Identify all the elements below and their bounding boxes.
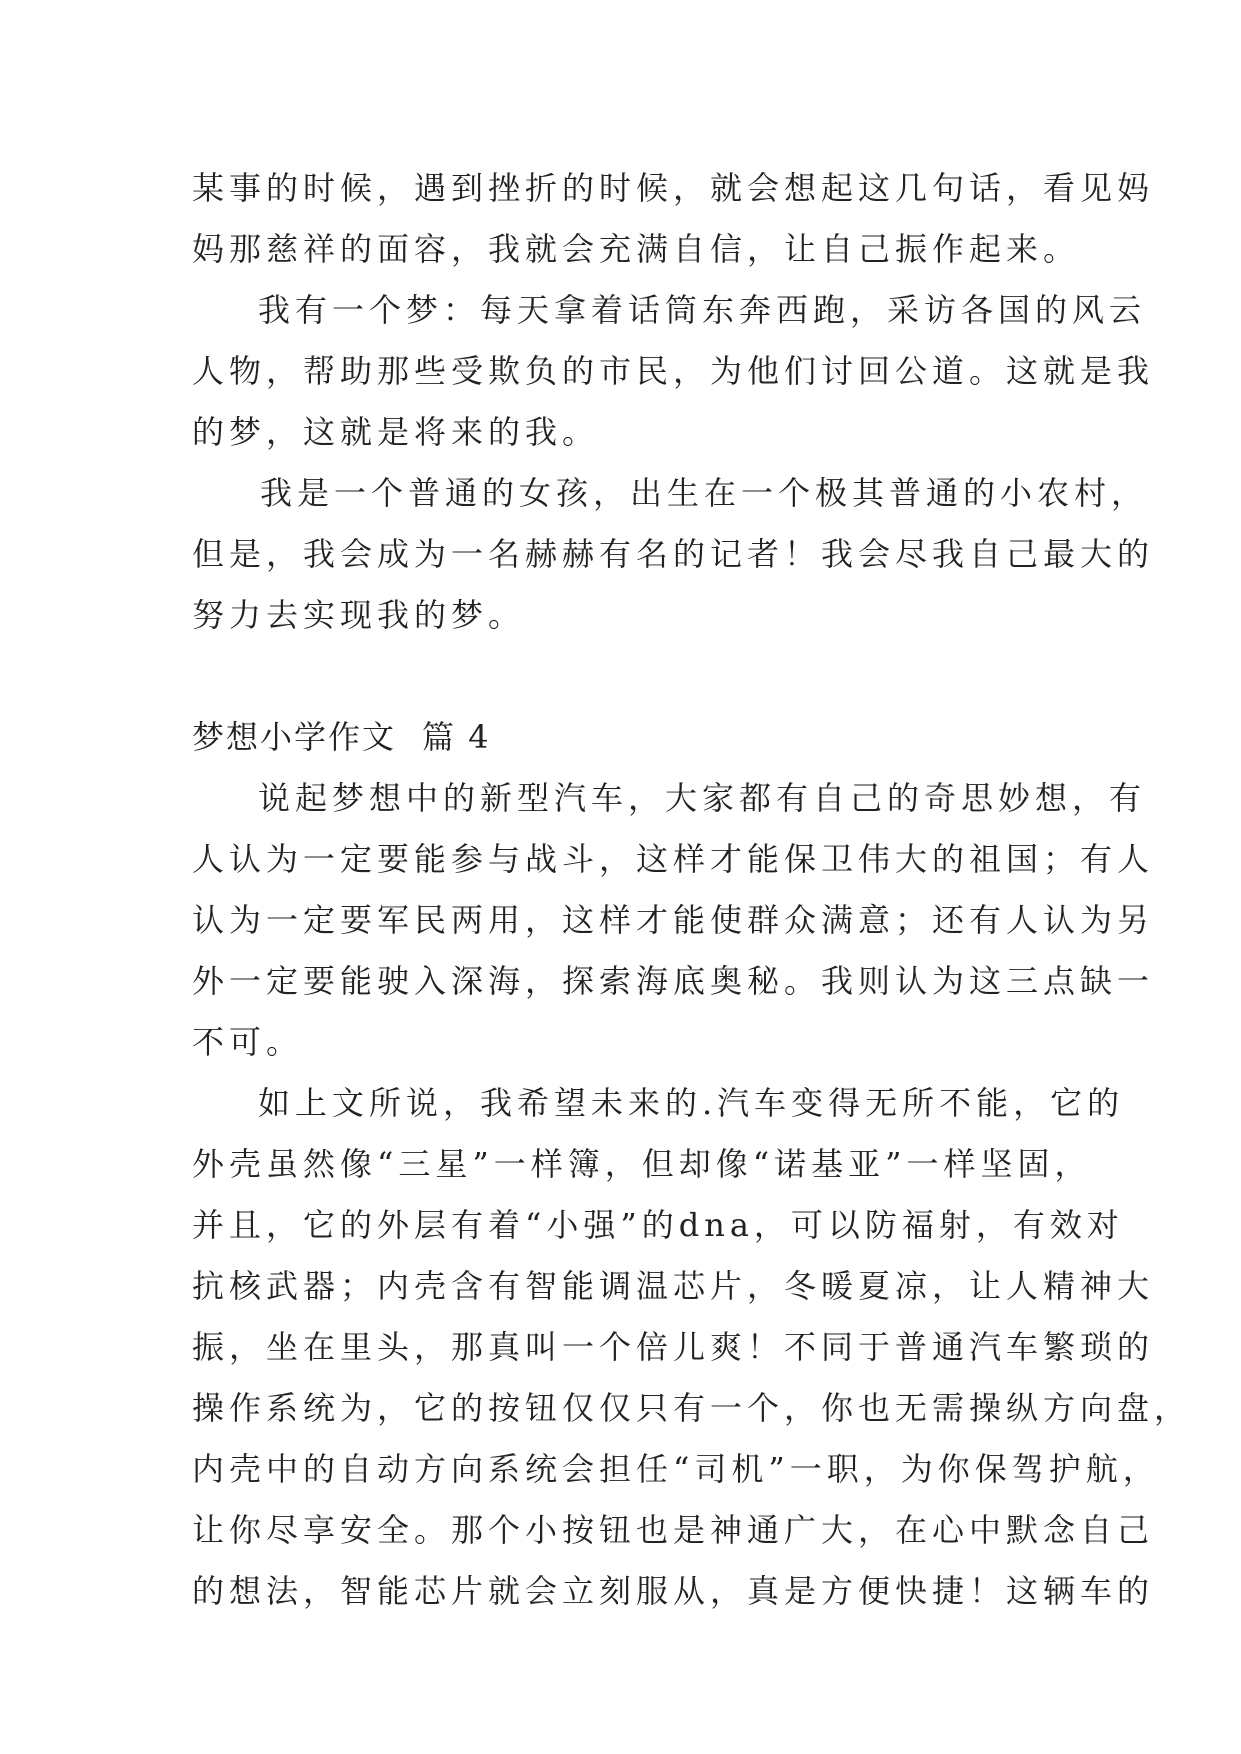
text-line: 如上文所说，我希望未来的.汽车变得无所不能，它的 [258,1084,1125,1122]
section-spacer [192,646,1072,707]
text-line: 不可。 [192,1023,304,1061]
text-line: 我有一个梦：每天拿着话筒东奔西跑，采访各国的风云 [258,291,1147,329]
text-line: 认为一定要军民两用，这样才能使群众满意；还有人认为另 [192,901,1155,939]
paragraph-intro-end [192,158,1155,280]
text-line: 抗核武器；内壳含有智能调温芯片，冬暖夏凉，让人精神大 [192,1267,1155,1305]
text-line: 振，坐在里头，那真叫一个倍儿爽！不同于普通汽车繁琐的 [192,1328,1155,1366]
section-number: 篇 4 [422,718,491,756]
text-line: 内壳中的自动方向系统会担任“司机”一职，为你保驾护航， [192,1450,1160,1488]
section-heading [192,707,1072,768]
section-title: 梦想小学作文 [192,718,397,756]
text-line: 人认为一定要能参与战斗，这样才能保卫伟大的祖国；有人 [192,840,1155,878]
document-body [192,158,1192,1622]
text-line: 让你尽享安全。那个小按钮也是神通广大，在心中默念自己 [192,1511,1155,1549]
text-line: 的想法，智能芯片就会立刻服从，真是方便快捷！这辆车的 [192,1572,1155,1610]
text-line: 努力去实现我的梦。 [192,596,526,634]
text-line: 但是，我会成为一名赫赫有名的记者！我会尽我自己最大的 [192,535,1155,573]
text-line: 外一定要能驶入深海，探索海底奥秘。我则认为这三点缺一 [192,962,1155,1000]
text-line: 我是一个普通的女孩，出生在一个极其普通的小农村， [260,474,1149,512]
paragraph-dream [192,280,1155,463]
text-line: 操作系统为，它的按钮仅仅只有一个，你也无需操纵方向盘， [192,1389,1192,1427]
paragraph-car-1 [192,768,1155,1073]
paragraph-girl [192,463,1155,646]
text-line: 外壳虽然像“三星”一样簿，但却像“诺基亚”一样坚固， [192,1145,1092,1183]
text-line: 某事的时候，遇到挫折的时候，就会想起这几句话，看见妈 [192,169,1155,207]
text-line: 并且，它的外层有着“小强”的dna，可以防福射，有效对 [192,1206,1124,1244]
text-line: 妈那慈祥的面容，我就会充满自信，让自己振作起来。 [192,230,1081,268]
text-line: 人物，帮助那些受欺负的市民，为他们讨回公道。这就是我 [192,352,1155,390]
text-line: 的梦，这就是将来的我。 [192,413,600,451]
paragraph-car-2 [192,1073,1192,1622]
text-line: 说起梦想中的新型汽车，大家都有自己的奇思妙想，有 [258,779,1147,817]
